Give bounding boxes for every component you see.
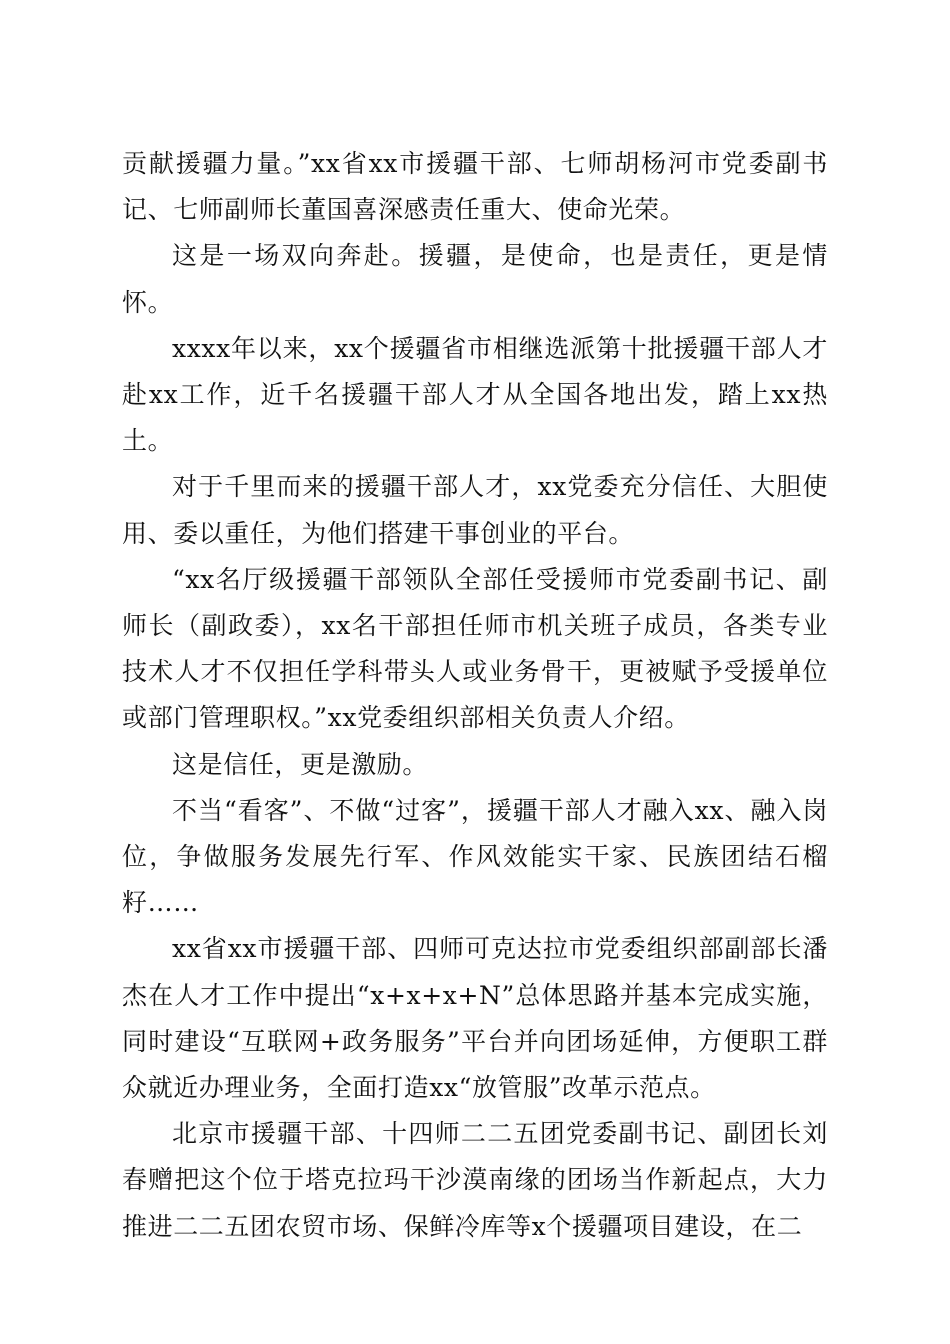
paragraph-3: xxxx年以来，xx个援疆省市相继选派第十批援疆干部人才赴xx工作，近千名援疆干部人才从全国各地出发，踏上xx热土。 <box>122 333 828 456</box>
paragraph-6: 这是信任，更是激励。 <box>172 749 429 779</box>
paragraph-1: 贡献援疆力量。”xx省xx市援疆干部、七师胡杨河市党委副书记、七师副师长董国喜深感责任重大、使命光荣。 <box>122 149 828 225</box>
paragraph-2: 这是一场双向奔赴。援疆，是使命，也是责任，更是情怀。 <box>122 241 828 317</box>
paragraph-8: xx省xx市援疆干部、四师可克达拉市党委组织部副部长潘杰在人才工作中提出“x+x+x+N”总体思路并基本完成实施，同时建设“互联网+政务服务”平台并向团场延伸，方便职工群众就近办理业务，全面打造xx“放管服”改革示范点。 <box>122 934 828 1103</box>
paragraph-4: 对于千里而来的援疆干部人才，xx党委充分信任、大胆使用、委以重任，为他们搭建干事创业的平台。 <box>122 472 828 548</box>
paragraph-7: 不当“看客”、不做“过客”，援疆干部人才融入xx、融入岗位，争做服务发展先行军、作风效能实干家、民族团结石榴籽…… <box>122 795 828 918</box>
paragraph-5: “xx名厅级援疆干部领队全部任受援师市党委副书记、副师长（副政委），xx名干部担任师市机关班子成员，各类专业技术人才不仅担任学科带头人或业务骨干，更被赋予受援单位或部门管理职权。”xx党委组织部相关负责人介绍。 <box>122 564 828 733</box>
paragraph-9: 北京市援疆干部、十四师二二五团党委副书记、副团长刘春赠把这个位于塔克拉玛干沙漠南缘的团场当作新起点，大力推进二二五团农贸市场、保鲜冷库等x个援疆项目建设，在二 <box>122 1119 828 1241</box>
document-body <box>122 141 828 1250</box>
